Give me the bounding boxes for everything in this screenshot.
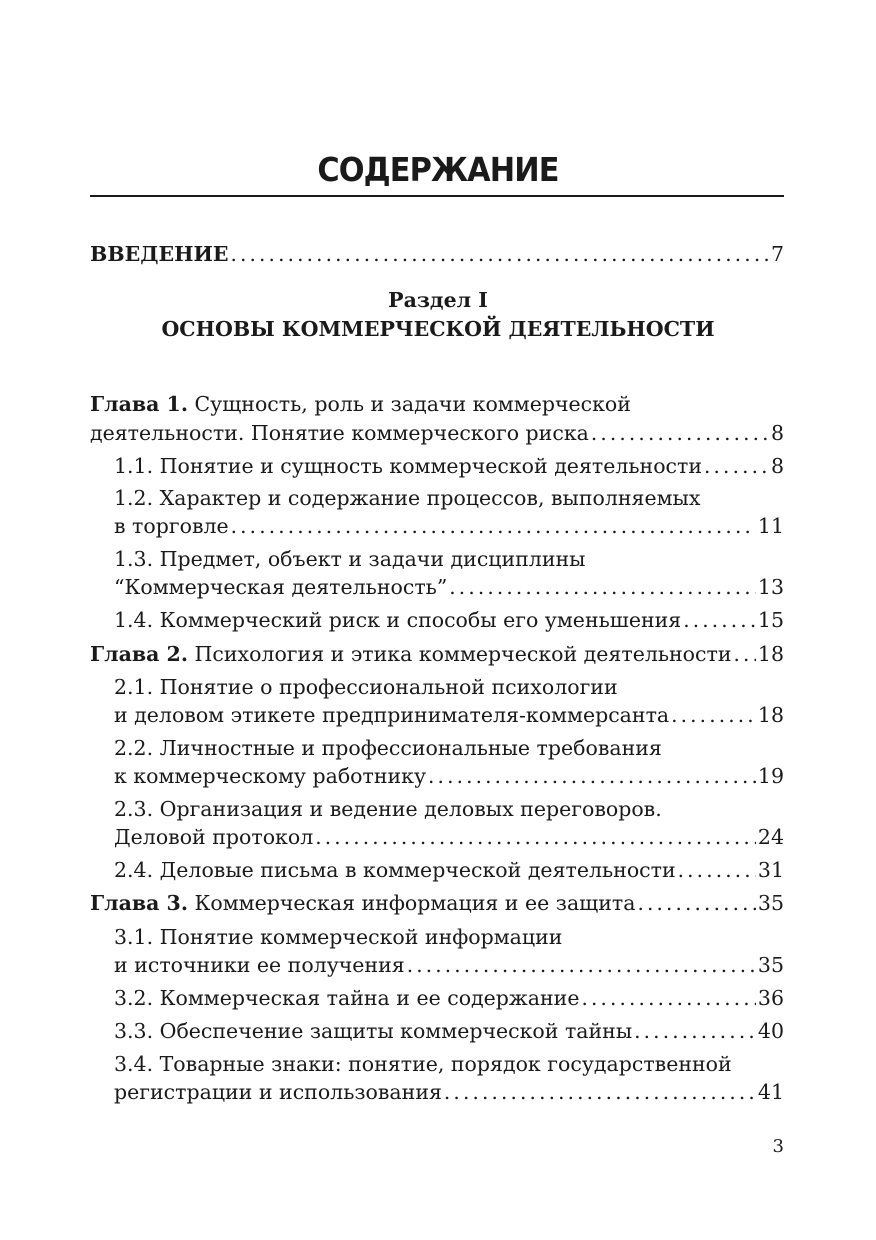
chapter-title: Коммерческая информация и ее защита	[194, 891, 636, 915]
item-title-cont: и деловом этикете предпринимателя-коммерсанта	[114, 703, 670, 727]
leader-dots	[315, 823, 756, 851]
item-title: 2.3. Организация и ведение деловых переговоров.	[114, 797, 662, 821]
leader-dots	[678, 856, 756, 884]
leader-dots	[231, 512, 756, 540]
item-title: 1.2. Характер и содержание процессов, выполняемых	[114, 486, 701, 510]
toc-item-2-2-line2[interactable]	[114, 762, 784, 790]
item-title: 2.4. Деловые письма в коммерческой деятельности	[114, 858, 676, 882]
toc-item-2-2-line1[interactable]	[114, 734, 784, 762]
chapter-prefix: Глава 3.	[90, 891, 188, 915]
toc-page-number: 19	[757, 764, 784, 788]
leader-dots	[704, 452, 769, 480]
toc-item-2-3-line2[interactable]	[114, 823, 784, 851]
toc-page-number: 40	[757, 1019, 784, 1043]
item-title: 3.3. Обеспечение защиты коммерческой тайны	[114, 1019, 633, 1043]
chapter-title: Психология и этика коммерческой деятельности	[194, 642, 732, 666]
toc-item-2-3-line1[interactable]	[114, 795, 784, 823]
item-title-cont: к коммерческому работнику	[114, 764, 427, 788]
leader-dots	[231, 240, 769, 268]
toc-chapter-text	[90, 390, 631, 418]
toc-page-number: 24	[757, 825, 784, 849]
toc-page-number: 13	[757, 575, 784, 599]
toc-item-3-4-line2[interactable]	[114, 1078, 784, 1106]
toc-item-3-2[interactable]	[114, 984, 784, 1012]
item-title-cont: регистрации и использования	[114, 1080, 442, 1104]
toc-page-number: 41	[757, 1080, 784, 1104]
toc-page-number: 31	[757, 858, 784, 882]
toc-item-1-3-line1[interactable]	[114, 545, 784, 573]
item-title: 2.1. Понятие о профессиональной психологии	[114, 675, 618, 699]
item-title: 1.3. Предмет, объект и задачи дисциплины	[114, 547, 586, 571]
toc-item-3-1-line2[interactable]	[114, 951, 784, 979]
toc-item-2-1-line1[interactable]	[114, 673, 784, 701]
toc-page-number: 8	[770, 454, 784, 478]
item-title: 1.1. Понятие и сущность коммерческой деятельности	[114, 454, 703, 478]
item-title: 1.4. Коммерческий риск и способы его уменьшения	[114, 608, 682, 632]
toc-page-number: 7	[770, 242, 784, 266]
leader-dots	[671, 701, 756, 729]
toc-item-1-3-line2[interactable]	[114, 573, 784, 601]
item-title-cont: Деловой протокол	[114, 825, 314, 849]
toc-chapter-1-line1[interactable]	[90, 390, 784, 418]
toc-item-2-1-line2[interactable]	[114, 701, 784, 729]
item-title: 3.1. Понятие коммерческой информации	[114, 925, 563, 949]
toc-chapter-text	[90, 889, 635, 917]
chapter-prefix: Глава 1.	[90, 392, 188, 416]
leader-dots	[407, 951, 756, 979]
title-rule	[90, 195, 784, 197]
toc-page-number: 35	[757, 953, 784, 977]
page-title: СОДЕРЖАНИЕ	[317, 150, 559, 189]
toc-chapter-1-line2[interactable]	[90, 419, 784, 447]
toc-item-1-2-line1[interactable]	[114, 484, 784, 512]
toc-page-number: 8	[770, 421, 784, 445]
toc-entry-intro[interactable]	[90, 240, 784, 268]
leader-dots	[449, 573, 756, 601]
chapter-prefix: Глава 2.	[90, 642, 188, 666]
section-title: ОСНОВЫ КОММЕРЧЕСКОЙ ДЕЯТЕЛЬНОСТИ	[161, 317, 715, 341]
toc-page-number: 18	[757, 642, 784, 666]
toc-page-number: 11	[757, 514, 784, 538]
toc-page-number: 15	[757, 608, 784, 632]
toc-chapter-2[interactable]	[90, 640, 784, 668]
toc-item-3-1-line1[interactable]	[114, 923, 784, 951]
toc-chapter-3[interactable]	[90, 889, 784, 917]
chapter-title: Сущность, роль и задачи коммерческой	[194, 392, 631, 416]
toc-item-1-2-line2[interactable]	[114, 512, 784, 540]
leader-dots	[581, 984, 755, 1012]
toc-item-3-3[interactable]	[114, 1017, 784, 1045]
toc-item-2-4[interactable]	[114, 856, 784, 884]
item-title-cont: в торговле	[114, 514, 229, 538]
toc-chapter-text	[90, 640, 732, 668]
toc-page-number: 36	[757, 986, 784, 1010]
leader-dots	[428, 762, 756, 790]
toc-item-3-4-line1[interactable]	[114, 1050, 784, 1078]
leader-dots	[591, 419, 769, 447]
item-title-cont: и источники ее получения	[114, 953, 405, 977]
item-title: 3.4. Товарные знаки: понятие, порядок государственной	[114, 1052, 732, 1076]
toc-entry-label: ВВЕДЕНИЕ	[90, 242, 229, 266]
leader-dots	[637, 889, 755, 917]
toc-item-1-1[interactable]	[114, 452, 784, 480]
leader-dots	[634, 1017, 756, 1045]
leader-dots	[734, 640, 756, 668]
toc-item-1-4[interactable]	[114, 606, 784, 634]
chapter-title-cont: деятельности. Понятие коммерческого риска	[90, 421, 589, 445]
leader-dots	[444, 1078, 756, 1106]
toc-page-number: 18	[757, 703, 784, 727]
section-number: Раздел I	[388, 288, 488, 312]
item-title-cont: “Коммерческая деятельность”	[114, 575, 448, 599]
page-folio: 3	[772, 1136, 784, 1157]
item-title: 3.2. Коммерческая тайна и ее содержание	[114, 986, 580, 1010]
toc-page-number: 35	[757, 891, 784, 915]
leader-dots	[683, 606, 756, 634]
item-title: 2.2. Личностные и профессиональные требования	[114, 736, 662, 760]
